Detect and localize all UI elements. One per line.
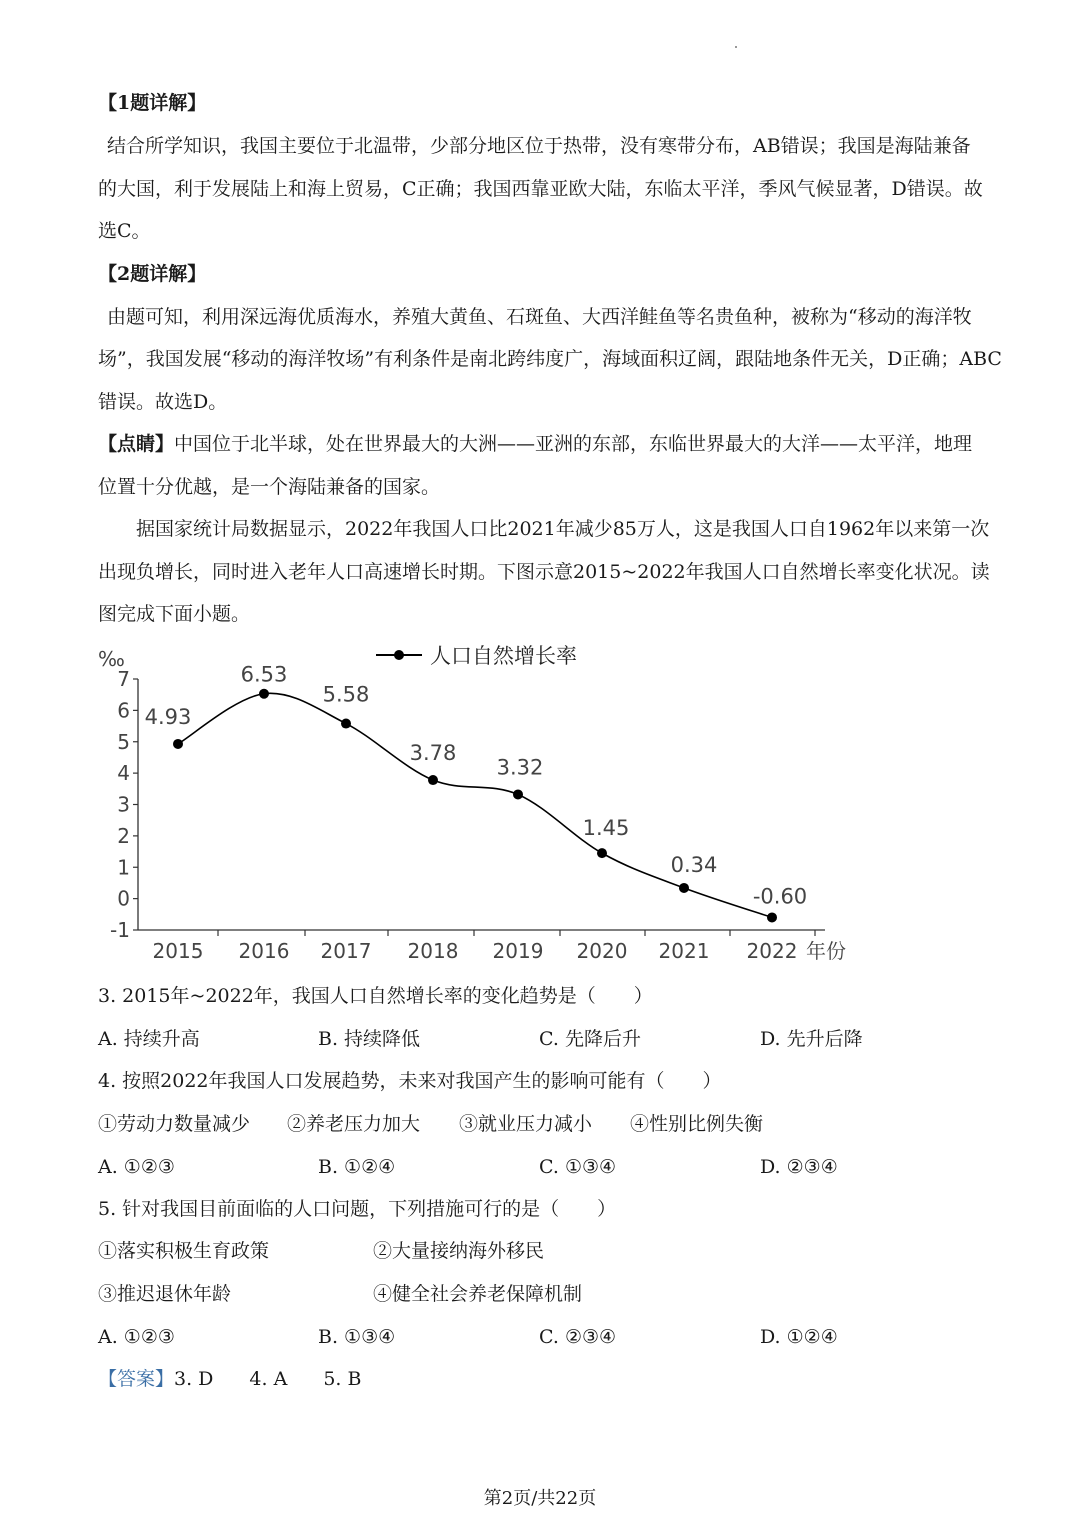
data-point bbox=[597, 848, 607, 858]
section2-line: 场”，我国发展“移动的海洋牧场”有利条件是南北跨纬度广，海域面积辽阔，跟陆地条件无关，D正确；ABC bbox=[98, 348, 1002, 370]
q4-item: ②养老压力加大 bbox=[287, 1113, 421, 1135]
q4-option-a[interactable]: A. ①②③ bbox=[98, 1156, 175, 1178]
y-tick-label: 7 bbox=[117, 667, 130, 691]
pointer-line bbox=[98, 432, 972, 456]
data-label: 3.32 bbox=[496, 755, 544, 780]
q5-item: ①落实积极生育政策 bbox=[98, 1240, 270, 1262]
pointer-line: 位置十分优越，是一个海陆兼备的国家。 bbox=[98, 476, 441, 498]
legend-marker bbox=[394, 650, 404, 660]
q4-option-c[interactable]: C. ①③④ bbox=[539, 1156, 617, 1178]
x-tick-label: 2021 bbox=[658, 939, 710, 963]
section2-title: 【2题详解】 bbox=[98, 263, 207, 285]
section1-line: 结合所学知识，我国主要位于北温带，少部分地区位于热带，没有寒带分布，AB错误；我国是海陆兼备 bbox=[107, 135, 971, 157]
answer-label: 【答案】 bbox=[98, 1368, 175, 1390]
section2-line: 由题可知，利用深远海优质海水，养殖大黄鱼、石斑鱼、大西洋鲑鱼等名贵鱼种，被称为“移动的海洋牧 bbox=[107, 306, 972, 328]
y-tick-label: 3 bbox=[117, 792, 130, 817]
q5-option-d[interactable]: D. ①②④ bbox=[760, 1326, 838, 1348]
data-point bbox=[341, 719, 351, 729]
x-tick-label: 2015 bbox=[152, 939, 204, 963]
x-tick-label: 2020 bbox=[576, 939, 628, 963]
data-point bbox=[513, 789, 523, 799]
q4-option-d[interactable]: D. ②③④ bbox=[760, 1156, 838, 1178]
data-point bbox=[679, 883, 689, 893]
q5-item: ②大量接纳海外移民 bbox=[373, 1240, 545, 1262]
section1-line: 的大国，利于发展陆上和海上贸易，C正确；我国西靠亚欧大陆，东临太平洋，季风气候显著，D错误。故 bbox=[98, 178, 983, 200]
intro-line: 图完成下面小题。 bbox=[98, 603, 251, 625]
y-tick-label: 0 bbox=[117, 886, 130, 911]
x-tick-label: 2019 bbox=[492, 939, 544, 963]
scan-dot bbox=[735, 46, 737, 48]
x-tick-label: 2016 bbox=[238, 939, 290, 963]
answer-value: 4. A bbox=[249, 1368, 288, 1390]
q5-option-a[interactable]: A. ①②③ bbox=[98, 1326, 175, 1348]
y-tick-label: 5 bbox=[117, 729, 130, 754]
q3-stem: 3. 2015年~2022年，我国人口自然增长率的变化趋势是（ ） bbox=[98, 985, 653, 1007]
q5-option-b[interactable]: B. ①③④ bbox=[318, 1326, 396, 1348]
q3-option-a[interactable]: A. 持续升高 bbox=[98, 1028, 200, 1050]
q4-item: ③就业压力减小 bbox=[459, 1113, 593, 1135]
y-tick-label: -1 bbox=[110, 918, 130, 942]
q5-item: ④健全社会养老保障机制 bbox=[373, 1283, 583, 1305]
y-tick-label: 6 bbox=[117, 698, 130, 723]
y-tick-label: 1 bbox=[117, 855, 130, 880]
data-label: 6.53 bbox=[240, 662, 288, 687]
y-tick-label: 4 bbox=[117, 761, 130, 786]
y-tick-label: 2 bbox=[117, 823, 130, 848]
data-point bbox=[173, 739, 183, 749]
x-tick-label: 2022 bbox=[746, 939, 798, 963]
y-axis-unit: ‰ bbox=[98, 647, 125, 671]
q4-stem: 4. 按照2022年我国人口发展趋势，未来对我国产生的影响可能有（ ） bbox=[98, 1070, 722, 1092]
legend-label: 人口自然增长率 bbox=[430, 644, 577, 668]
section1-title: 【1题详解】 bbox=[98, 92, 207, 114]
data-label: 0.34 bbox=[670, 852, 718, 877]
q3-option-c[interactable]: C. 先降后升 bbox=[539, 1028, 641, 1050]
q3-option-b[interactable]: B. 持续降低 bbox=[318, 1028, 421, 1050]
data-label: 1.45 bbox=[582, 816, 630, 841]
population-growth-chart bbox=[90, 638, 870, 968]
data-label: 5.58 bbox=[322, 682, 370, 707]
x-axis-label: 年份 bbox=[806, 939, 846, 963]
x-tick-label: 2017 bbox=[320, 939, 372, 963]
q5-option-c[interactable]: C. ②③④ bbox=[539, 1326, 617, 1348]
pointer-label: 【点睛】 bbox=[98, 433, 175, 455]
data-point bbox=[428, 775, 438, 785]
q4-option-b[interactable]: B. ①②④ bbox=[318, 1156, 396, 1178]
x-tick-label: 2018 bbox=[407, 939, 459, 963]
pointer-text: 中国位于北半球，处在世界最大的大洲——亚洲的东部，东临世界最大的大洋——太平洋，地理 bbox=[174, 433, 973, 455]
data-point bbox=[767, 912, 777, 922]
q5-item: ③推迟退休年龄 bbox=[98, 1283, 232, 1305]
data-point bbox=[259, 689, 269, 699]
data-label: 4.93 bbox=[144, 704, 192, 729]
answer-value: 3. D bbox=[174, 1368, 214, 1390]
section1-line: 选C。 bbox=[98, 220, 151, 242]
q5-stem: 5. 针对我国目前面临的人口问题，下列措施可行的是（ ） bbox=[98, 1198, 617, 1220]
q4-item: ④性别比例失衡 bbox=[630, 1113, 764, 1135]
data-label: 3.78 bbox=[409, 741, 457, 766]
section2-line: 错误。故选D。 bbox=[98, 391, 228, 413]
page-footer: 第2页/共22页 bbox=[483, 1488, 597, 1509]
data-label: -0.60 bbox=[752, 884, 808, 909]
answer-row bbox=[98, 1367, 361, 1391]
intro-line: 据国家统计局数据显示，2022年我国人口比2021年减少85万人，这是我国人口自1962年以来第一次 bbox=[136, 518, 990, 540]
intro-line: 出现负增长，同时进入老年人口高速增长时期。下图示意2015~2022年我国人口自然增长率变化状况。读 bbox=[98, 561, 990, 583]
q3-option-d[interactable]: D. 先升后降 bbox=[760, 1028, 863, 1050]
answer-value: 5. B bbox=[323, 1368, 362, 1390]
q4-item: ①劳动力数量减少 bbox=[98, 1113, 251, 1135]
